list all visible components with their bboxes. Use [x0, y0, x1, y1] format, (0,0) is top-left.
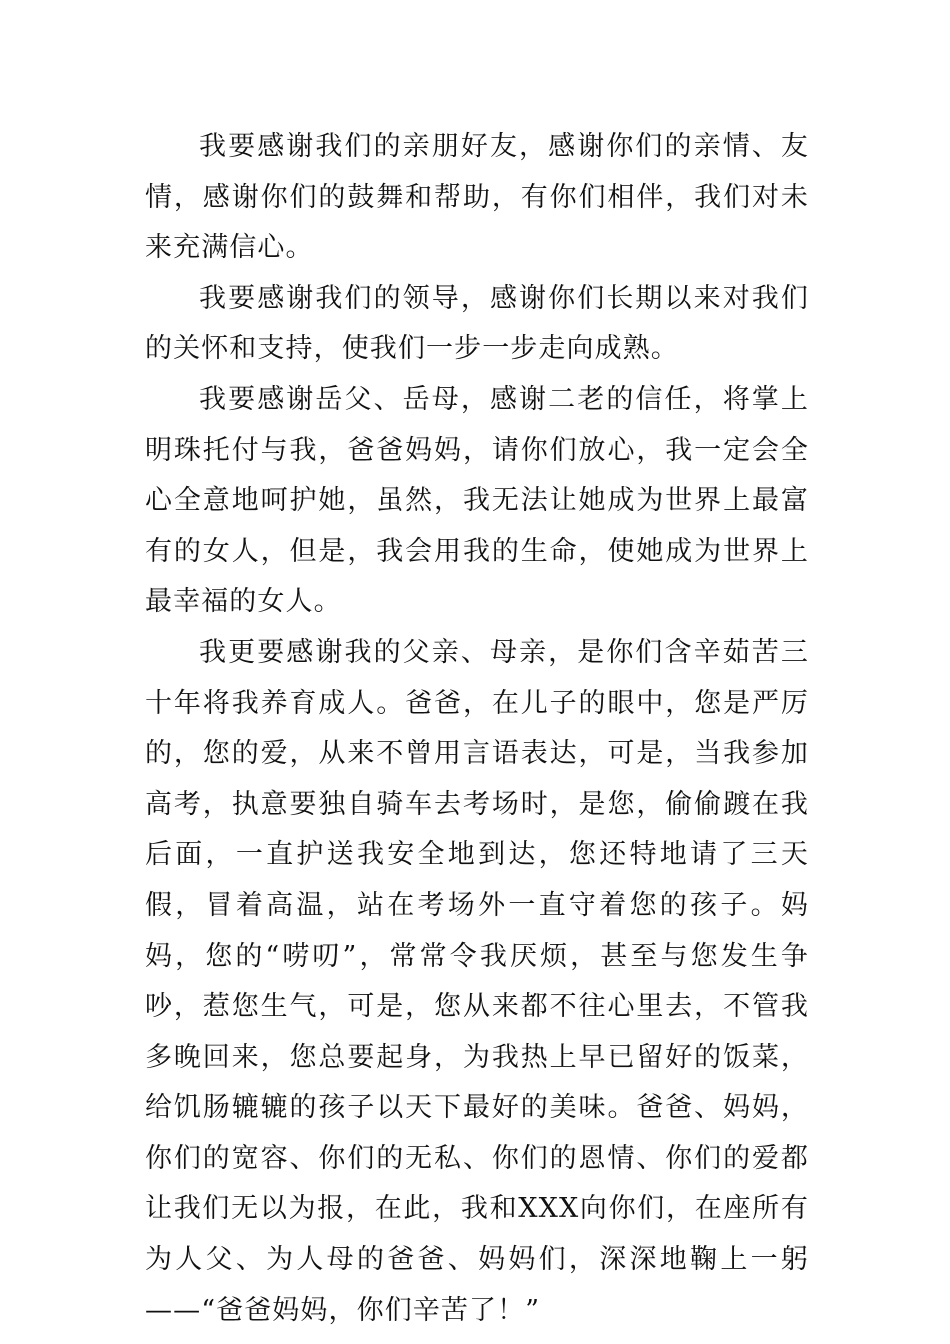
paragraph-thanks-leaders: 我要感谢我们的领导，感谢你们长期以来对我们的关怀和支持，使我们一步一步走向成熟。	[145, 282, 809, 365]
paragraph-thanks-parents: 我更要感谢我的父亲、母亲，是你们含辛茹苦三十年将我养育成人。爸爸，在儿子的眼中，您是严厉的，您的爱，从来不曾用言语表达，可是，当我参加高考，执意要独自骑车去考场时，是您，偷偷踱在我后面，一直护送我安全地到达，您还特地请了三天假，冒着高温，站在考场外一直守着您的孩子。妈妈，您的“唠叨”，常常令我厌烦，甚至与您发生争吵，惹您生气，可是，您从来都不往心里去，不管我多晚回来，您总要起身，为我热上早已留好的饭菜，给饥肠辘辘的孩子以天下最好的美味。爸爸、妈妈，你们的宽容、你们的无私、你们的恩情、你们的爱都让我们无以为报，在此，我和XXX向你们，在座所有为人父、为人母的爸爸、妈妈们，深深地鞠上一躬——“爸爸妈妈，你们辛苦了！”	[145, 636, 809, 1326]
document-body	[145, 122, 809, 1336]
paragraph-thanks-friends: 我要感谢我们的亲朋好友，感谢你们的亲情、友情，感谢你们的鼓舞和帮助，有你们相伴，我们对未来充满信心。	[145, 131, 809, 264]
paragraph-thanks-in-laws: 我要感谢岳父、岳母，感谢二老的信任，将掌上明珠托付与我，爸爸妈妈，请你们放心，我一定会全心全意地呵护她，虽然，我无法让她成为世界上最富有的女人，但是，我会用我的生命，使她成为世界上最幸福的女人。	[145, 383, 809, 618]
